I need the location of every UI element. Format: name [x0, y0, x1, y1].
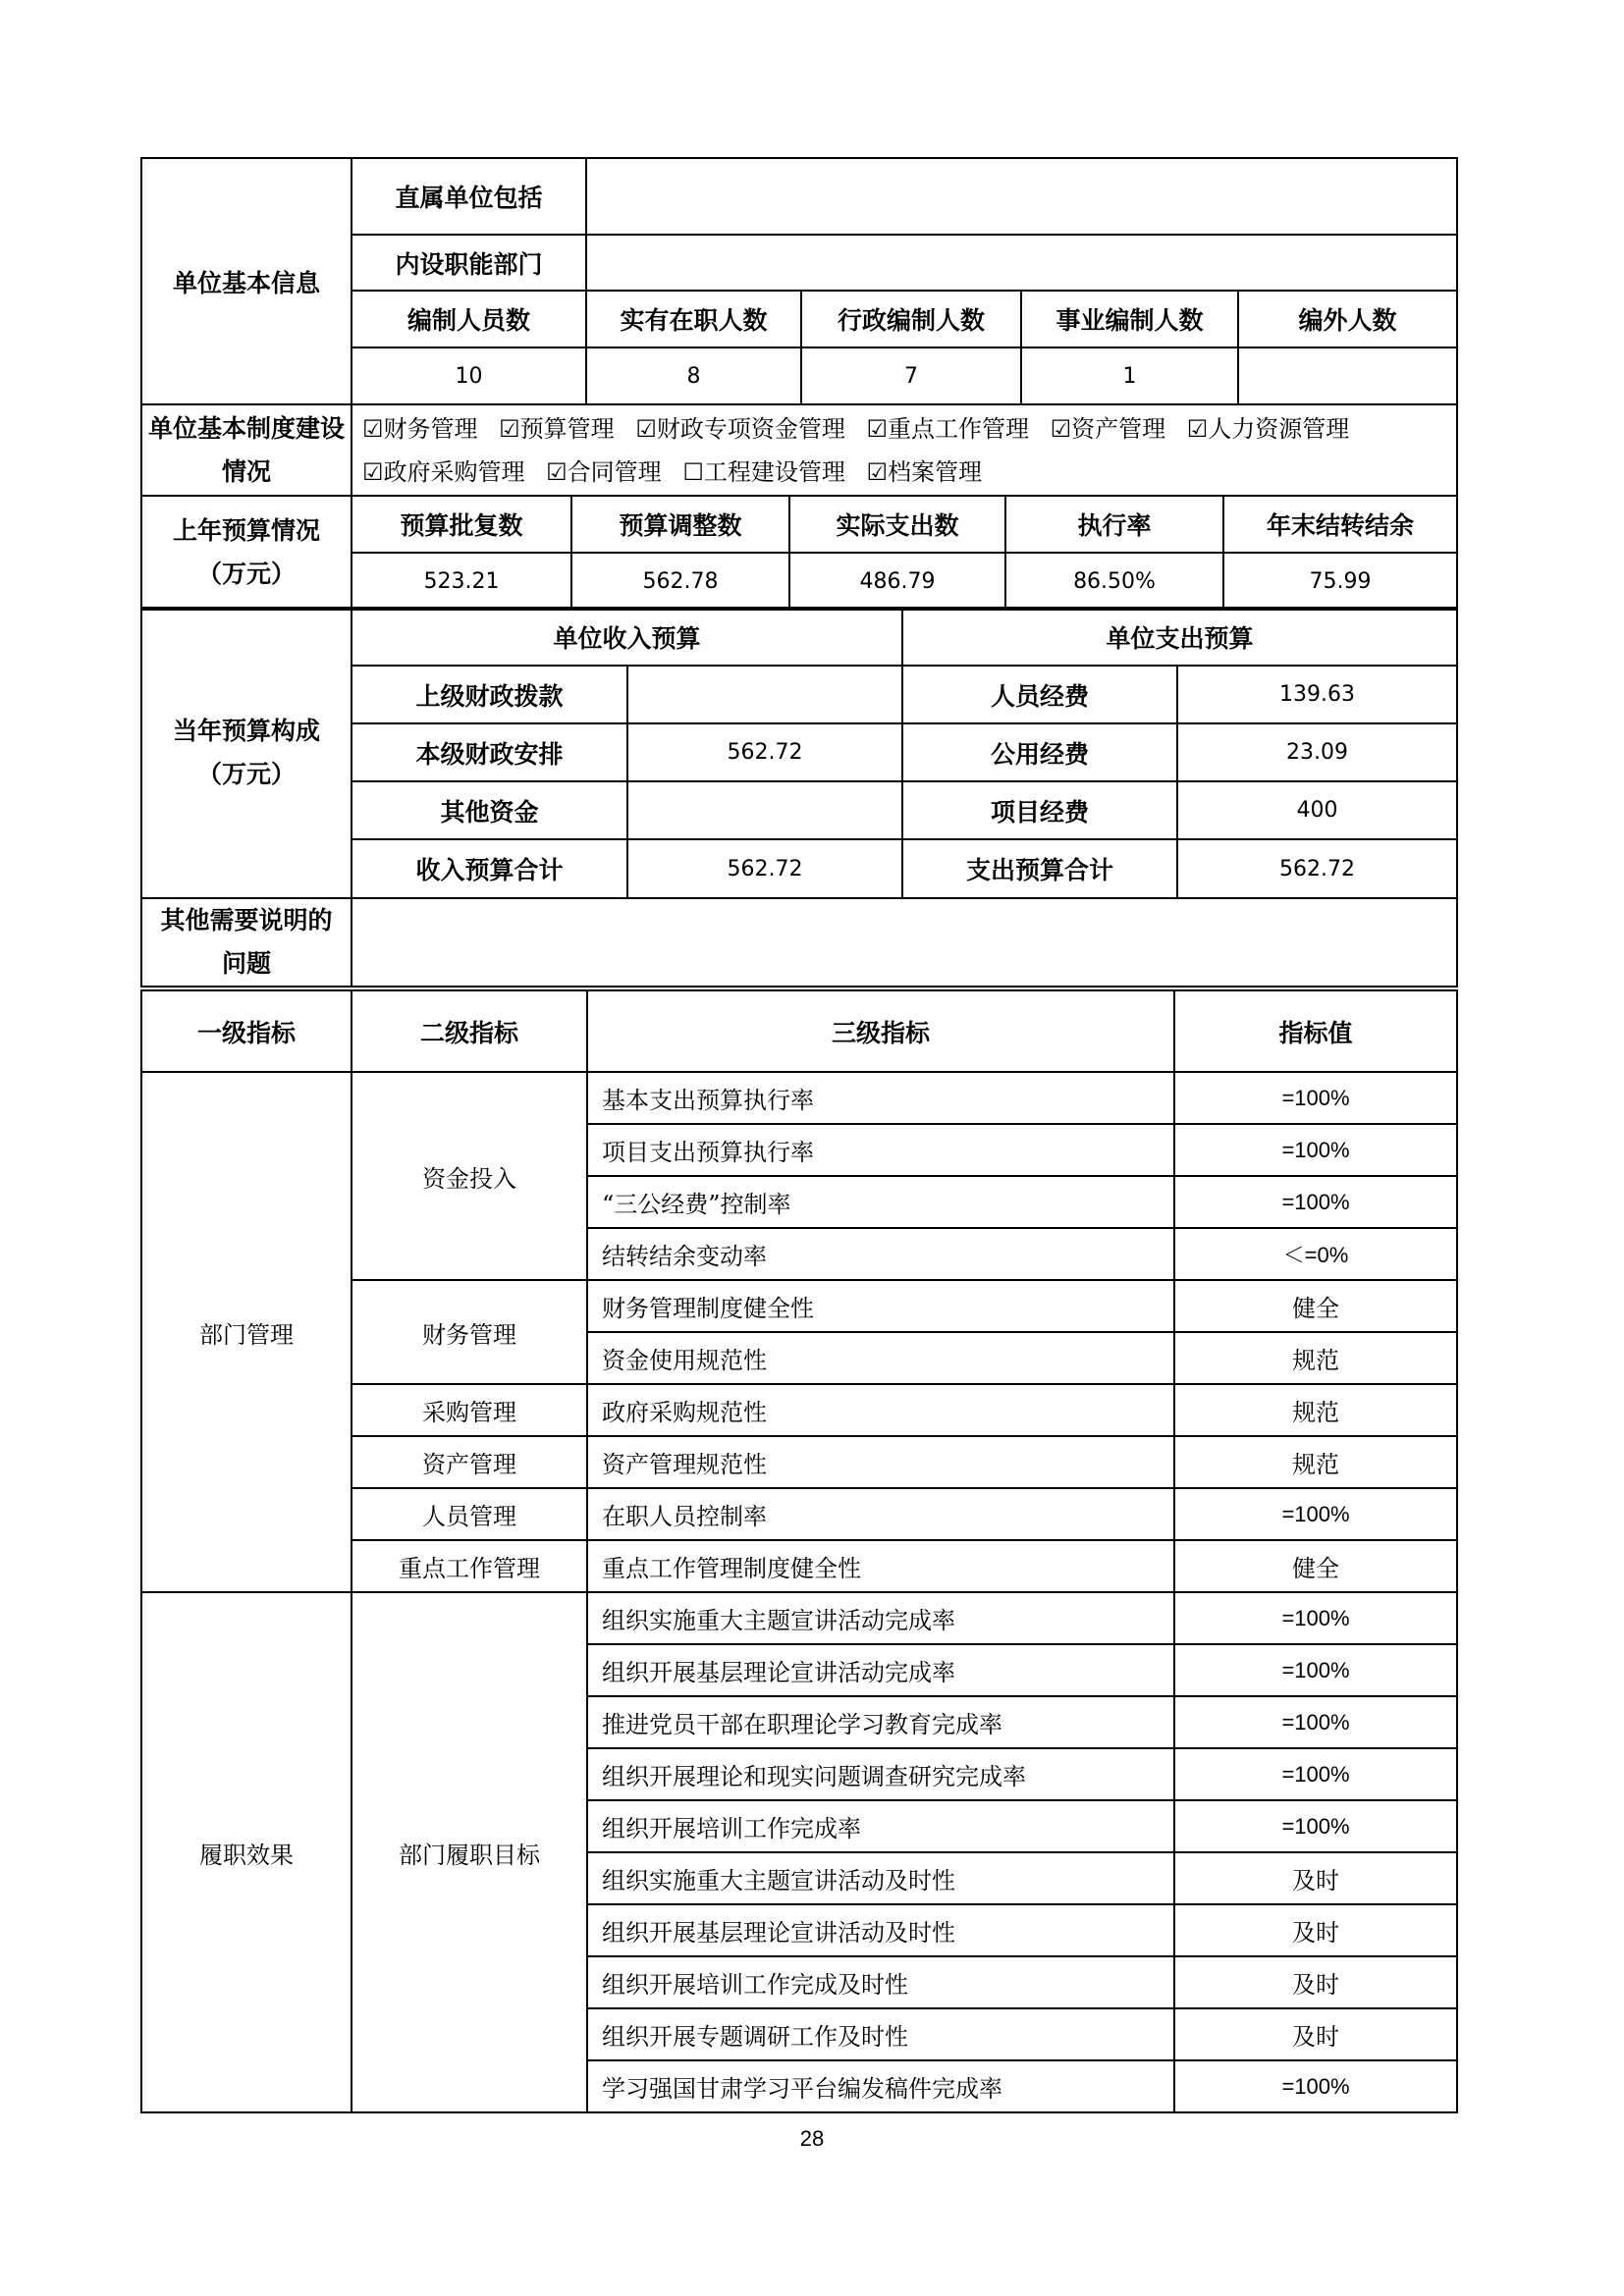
other-value	[352, 898, 1457, 987]
level3-indicator: 组织开展理论和现实问题调查研究完成率	[587, 1748, 1174, 1800]
system-item	[499, 415, 615, 443]
expense-label: 公用经费	[902, 723, 1177, 781]
level1-indicator: 部门管理	[141, 1072, 352, 1592]
level2-indicator: 资产管理	[352, 1436, 587, 1488]
indicator-value: =100%	[1174, 1696, 1457, 1748]
system-item-label: 资产管理	[1071, 414, 1166, 443]
income-label: 收入预算合计	[352, 839, 627, 898]
indicator-value: =100%	[1174, 1592, 1457, 1644]
level3-indicator: “三公经费”控制率	[587, 1176, 1174, 1228]
indicator-value: =100%	[1174, 1124, 1457, 1176]
level3-indicator: 政府采购规范性	[587, 1384, 1174, 1436]
system-item-label: 财政专项资金管理	[656, 414, 845, 443]
indicator-header: 三级指标	[587, 990, 1174, 1072]
indicator-value: =100%	[1174, 1176, 1457, 1228]
checked-box-icon: ☑	[546, 457, 568, 486]
indicator-value: 健全	[1174, 1540, 1457, 1592]
level3-indicator: 重点工作管理制度健全性	[587, 1540, 1174, 1592]
indicator-header: 二级指标	[352, 990, 587, 1072]
level2-indicator: 财务管理	[352, 1280, 587, 1384]
expense-value: 400	[1177, 781, 1457, 839]
income-label: 本级财政安排	[352, 723, 627, 781]
system-item	[682, 458, 845, 486]
last-year-value: 486.79	[789, 553, 1005, 610]
system-item	[1187, 415, 1350, 443]
last-year-value: 523.21	[352, 553, 571, 610]
indicator-value: 健全	[1174, 1280, 1457, 1332]
checked-box-icon: ☑	[866, 414, 888, 443]
staff-header: 实有在职人数	[586, 291, 801, 347]
checked-box-icon: ☑	[1050, 414, 1072, 443]
staff-value: 1	[1021, 347, 1238, 404]
system-item-label: 预算管理	[519, 414, 615, 443]
income-label: 上级财政拨款	[352, 666, 627, 723]
last-year-label-line1: 上年预算情况	[172, 516, 320, 545]
system-item-label: 工程建设管理	[703, 457, 845, 486]
staff-value: 8	[586, 347, 801, 404]
departments-value	[586, 235, 1457, 291]
checked-box-icon: ☑	[1186, 414, 1209, 443]
level3-indicator: 资金使用规范性	[587, 1332, 1174, 1384]
unchecked-box-icon: ☐	[682, 457, 704, 486]
level3-indicator: 推进党员干部在职理论学习教育完成率	[587, 1696, 1174, 1748]
system-item-label: 人力资源管理	[1208, 414, 1350, 443]
staff-header: 编制人员数	[352, 291, 586, 347]
indicators-body	[141, 990, 1457, 2112]
indicator-value: 规范	[1174, 1436, 1457, 1488]
staff-header: 事业编制人数	[1021, 291, 1238, 347]
expense-value: 23.09	[1177, 723, 1457, 781]
level3-indicator: 在职人员控制率	[587, 1488, 1174, 1540]
expense-value: 562.72	[1177, 839, 1457, 898]
current-year-table	[140, 607, 1458, 988]
expense-label: 支出预算合计	[902, 839, 1177, 898]
level3-indicator: 组织开展培训工作完成率	[587, 1800, 1174, 1852]
level3-indicator: 组织开展培训工作完成及时性	[587, 1956, 1174, 2008]
level3-indicator: 财务管理制度健全性	[587, 1280, 1174, 1332]
departments-label: 内设职能部门	[352, 235, 586, 291]
income-value	[627, 781, 902, 839]
system-item	[866, 458, 982, 486]
checked-box-icon: ☑	[499, 414, 520, 443]
level3-indicator: 项目支出预算执行率	[587, 1124, 1174, 1176]
indicator-value: =100%	[1174, 1072, 1457, 1124]
system-item	[362, 415, 478, 443]
level2-indicator: 采购管理	[352, 1384, 587, 1436]
level2-indicator: 部门履职目标	[352, 1592, 587, 2112]
income-value: 562.72	[627, 839, 902, 898]
expense-label: 项目经费	[902, 781, 1177, 839]
unit-info-table	[140, 157, 1458, 611]
level3-indicator: 组织开展基层理论宣讲活动及时性	[587, 1904, 1174, 1956]
income-label: 其他资金	[352, 781, 627, 839]
checked-box-icon: ☑	[362, 457, 384, 486]
last-year-value: 75.99	[1223, 553, 1457, 610]
last-year-header: 实际支出数	[789, 496, 1005, 553]
indicators-table	[140, 989, 1458, 2113]
level3-indicator: 学习强国甘肃学习平台编发稿件完成率	[587, 2060, 1174, 2112]
current-year-label-line2: （万元）	[196, 760, 296, 788]
last-year-header: 年末结转结余	[1223, 496, 1457, 553]
level2-indicator: 资金投入	[352, 1072, 587, 1280]
expense-value: 139.63	[1177, 666, 1457, 723]
income-title: 单位收入预算	[352, 608, 902, 666]
last-year-label-line2: （万元）	[196, 560, 296, 588]
level3-indicator: 组织开展基层理论宣讲活动完成率	[587, 1644, 1174, 1696]
system-item-label: 合同管理	[567, 457, 662, 486]
system-items	[352, 404, 1457, 496]
system-item-label: 财务管理	[383, 414, 478, 443]
staff-value	[1238, 347, 1457, 404]
system-item	[635, 415, 845, 443]
level3-indicator: 结转结余变动率	[587, 1228, 1174, 1280]
last-year-header: 执行率	[1005, 496, 1223, 553]
checked-box-icon: ☑	[635, 414, 657, 443]
system-item	[1051, 415, 1166, 443]
other-label-line2: 问题	[221, 949, 271, 978]
staff-header: 编外人数	[1238, 291, 1457, 347]
indicator-value: 及时	[1174, 2008, 1457, 2060]
indicator-value: ＜=0%	[1174, 1228, 1457, 1280]
system-item	[866, 415, 1029, 443]
last-year-value: 86.50%	[1005, 553, 1223, 610]
level3-indicator: 组织实施重大主题宣讲活动及时性	[587, 1852, 1174, 1904]
subordinates-value	[586, 158, 1457, 235]
checked-box-icon: ☑	[866, 457, 888, 486]
indicator-value: 规范	[1174, 1332, 1457, 1384]
indicator-value: =100%	[1174, 1800, 1457, 1852]
expense-title: 单位支出预算	[902, 608, 1457, 666]
system-item	[362, 458, 525, 486]
page-number: 28	[799, 2126, 825, 2151]
system-item-label: 重点工作管理	[887, 414, 1029, 443]
system-item	[546, 458, 662, 486]
system-label: 单位基本制度建设情况	[141, 404, 352, 496]
level2-indicator: 重点工作管理	[352, 1540, 587, 1592]
indicator-value: 及时	[1174, 1852, 1457, 1904]
indicator-value: =100%	[1174, 1644, 1457, 1696]
level3-indicator: 组织实施重大主题宣讲活动完成率	[587, 1592, 1174, 1644]
indicator-value: =100%	[1174, 1748, 1457, 1800]
indicator-header: 指标值	[1174, 990, 1457, 1072]
basic-info-label: 单位基本信息	[141, 158, 352, 404]
income-value	[627, 666, 902, 723]
indicator-header: 一级指标	[141, 990, 352, 1072]
level3-indicator: 资产管理规范性	[587, 1436, 1174, 1488]
last-year-header: 预算批复数	[352, 496, 571, 553]
staff-value: 7	[801, 347, 1021, 404]
checked-box-icon: ☑	[362, 414, 384, 443]
current-year-label	[141, 608, 352, 898]
current-year-label-line1: 当年预算构成	[172, 717, 320, 745]
system-item-label: 档案管理	[887, 457, 982, 486]
staff-value: 10	[352, 347, 586, 404]
last-year-header: 预算调整数	[571, 496, 789, 553]
level2-indicator: 人员管理	[352, 1488, 587, 1540]
table-row	[141, 1592, 1457, 1644]
last-year-label	[141, 496, 352, 610]
other-label	[141, 898, 352, 987]
subordinates-label: 直属单位包括	[352, 158, 586, 235]
staff-header: 行政编制人数	[801, 291, 1021, 347]
indicator-value: 规范	[1174, 1384, 1457, 1436]
table-row	[141, 1072, 1457, 1124]
last-year-value: 562.78	[571, 553, 789, 610]
level3-indicator: 基本支出预算执行率	[587, 1072, 1174, 1124]
indicator-value: =100%	[1174, 2060, 1457, 2112]
indicator-value: 及时	[1174, 1956, 1457, 2008]
other-label-line1: 其他需要说明的	[160, 906, 333, 934]
indicator-value: 及时	[1174, 1904, 1457, 1956]
level3-indicator: 组织开展专题调研工作及时性	[587, 2008, 1174, 2060]
indicator-value: =100%	[1174, 1488, 1457, 1540]
income-value: 562.72	[627, 723, 902, 781]
level1-indicator: 履职效果	[141, 1592, 352, 2112]
expense-label: 人员经费	[902, 666, 1177, 723]
system-item-label: 政府采购管理	[383, 457, 525, 486]
